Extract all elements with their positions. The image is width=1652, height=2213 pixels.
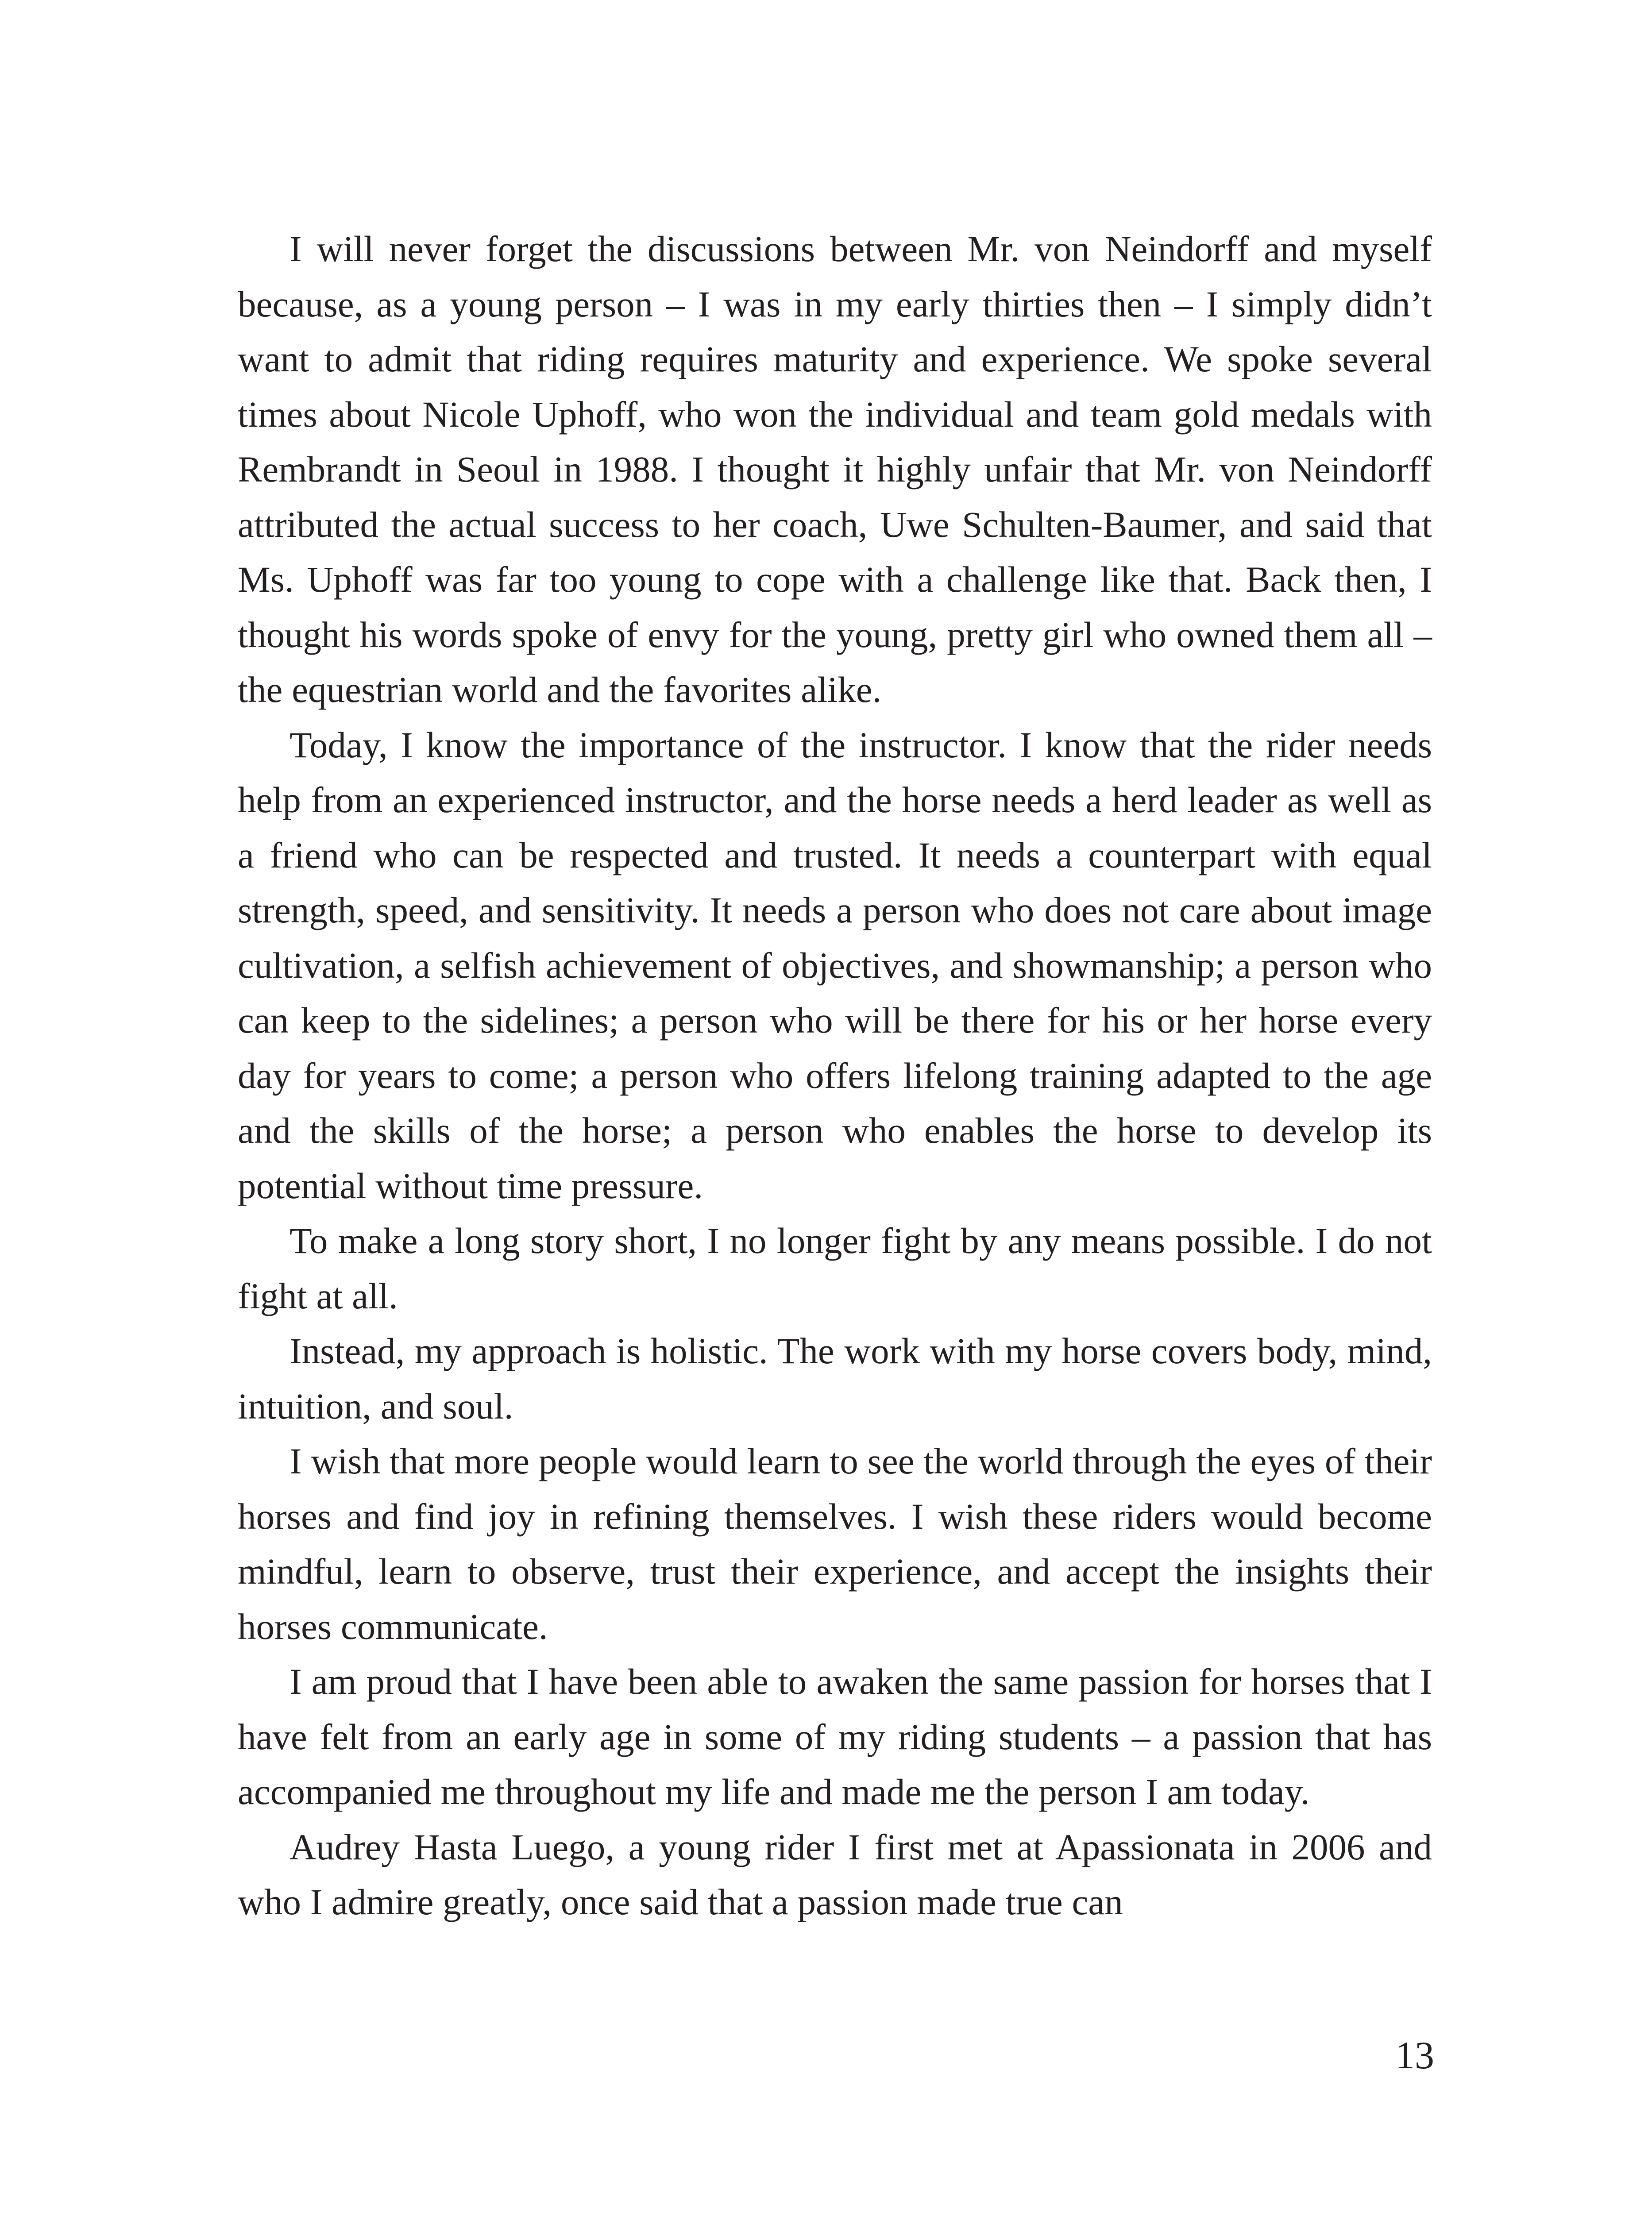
paragraph-5: I wish that more people would learn to see the world through the eyes of their horses and find joy in refining themselves. I wish these riders would become mindful, learn to observe, trust their experience, and accept the insights their horses communicate. bbox=[238, 1441, 1432, 1647]
paragraph-3: To make a long story short, I no longer fight by any means possible. I do not fight at all. bbox=[238, 1220, 1432, 1316]
paragraph-6: I am proud that I have been able to awaken the same passion for horses that I have felt from an early age in some of my riding students – a passion that has accompanied me throughout my life and made me the person I am today. bbox=[238, 1661, 1432, 1812]
paragraph-7: Audrey Hasta Luego, a young rider I first met at Apassionata in 2006 and who I admire greatly, once said that a passion made true can bbox=[238, 1826, 1432, 1922]
paragraph-1: I will never forget the discussions between Mr. von Neindorff and myself because, as a young person – I was in my early thirties then – I simply didn’t want to admit that riding requires maturity and experience. We spoke several times about Nicole Uphoff, who won the individual and team gold medals with Rembrandt in Seoul in 1988. I thought it highly unfair that Mr. von Neindorff attributed the actual success to her coach, Uwe Schulten-Baumer, and said that Ms. Uphoff was far too young to cope with a challenge like that. Back then, I thought his words spoke of envy for the young, pretty girl who owned them all – the equestrian world and the favorites alike. bbox=[238, 228, 1432, 710]
page-number: 13 bbox=[1395, 2034, 1434, 2077]
paragraph-2: Today, I know the importance of the instructor. I know that the rider needs help from an experienced instructor, and the horse needs a herd leader as well as a friend who can be respected and trusted. It needs a counterpart with equal strength, speed, and sensitivity. It needs a person who does not care about image cultivation, a selfish achievement of objectives, and showmanship; a person who can keep to the sidelines; a person who will be there for his or her horse every day for years to come; a person who offers lifelong training adapted to the age and the skills of the horse; a person who enables the horse to develop its potential without time pressure. bbox=[238, 724, 1432, 1206]
body-text bbox=[238, 221, 1432, 1930]
paragraph-4: Instead, my approach is holistic. The work with my horse covers body, mind, intuition, and soul. bbox=[238, 1330, 1432, 1426]
